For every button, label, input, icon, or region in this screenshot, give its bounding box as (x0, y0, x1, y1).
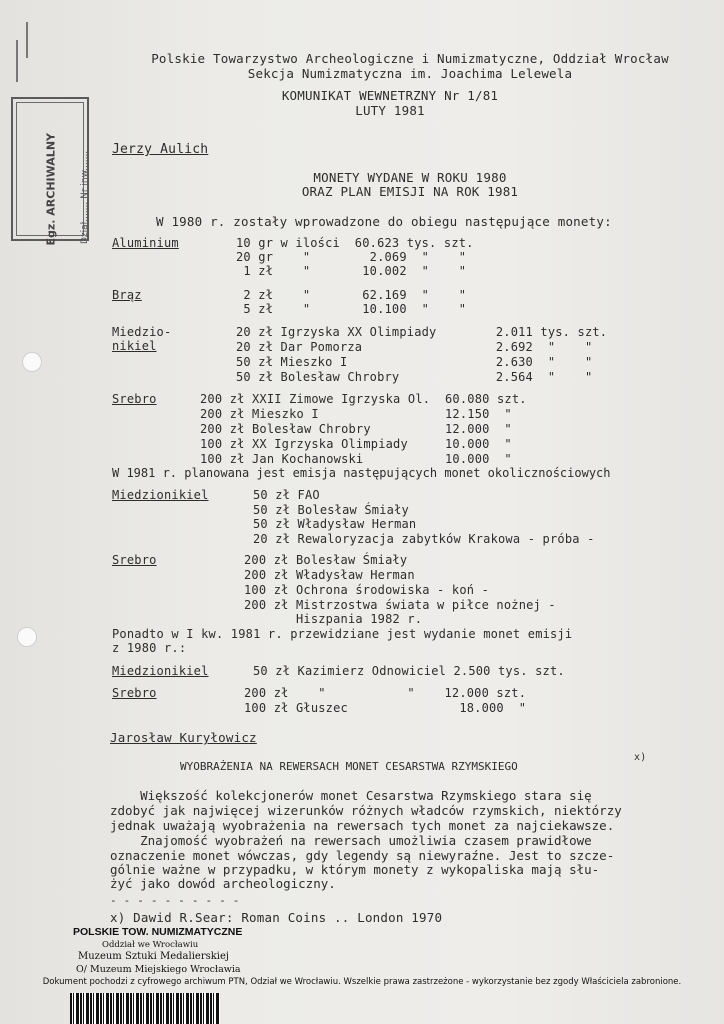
article2-paragraph-line: zdobyć jak najwięcej wizerunków różnych władców rzymskich, niektórzy (110, 803, 622, 818)
miedzionikiel-row: 20 zł Dar Pomorza 2.692 " " (236, 340, 593, 354)
staple-mark (16, 40, 18, 82)
footnote-text: x) Dawid R.Sear: Roman Coins .. London 1970 (110, 910, 443, 925)
plan-miedzionikiel-row: 50 zł FAO (253, 488, 320, 502)
srebro-row: 200 zł Bolesław Chrobry 12.000 " (200, 422, 512, 436)
author-kurylowicz: Jarosław Kuryłowicz (110, 730, 257, 745)
label-plan-miedzionikiel: Miedzionikiel (112, 488, 209, 502)
article2-paragraph-line: Znajomość wyobrażeń na rewersach umożliwia czasem prawidłowe (110, 833, 592, 848)
staple-mark (26, 22, 28, 58)
punch-hole-top (22, 352, 42, 372)
article2-paragraph-line: Większość kolekcjonerów monet Cesarstwa Rzymskiego stara się (110, 788, 592, 803)
plan-1981-intro: W 1981 r. planowana jest emisja następujących monet okolicznościowych (112, 466, 611, 480)
footnote-rule: - - - - - - - - - - (110, 894, 240, 907)
plan-miedzionikiel-row: 50 zł Władysław Herman (253, 517, 417, 531)
stamp-main-text: Egz. ARCHIWALNY (44, 133, 58, 246)
extra-srebro-row: 100 zł Głuszec 18.000 " (244, 701, 527, 715)
article2-paragraph-line: jednak uważają wyobrażenia na rewersach tych monet za najciekawsze. (110, 818, 615, 833)
plan-srebro-row: 200 zł Bolesław Śmiały (244, 553, 408, 567)
srebro-row: 200 zł XXII Zimowe Igrzyska Ol. 60.080 szt. (200, 392, 527, 406)
article2-title: WYOBRAŻENIA NA REWERSACH MONET CESARSTWA RZYMSKIEGO (180, 760, 518, 773)
aluminium-row: 10 gr w ilości 60.623 tys. szt. (236, 236, 474, 250)
aluminium-row: 1 zł " 10.002 " " (236, 264, 467, 278)
plan-miedzionikiel-row: 20 zł Rewaloryzacja zabytków Krakowa - próba - (253, 532, 595, 546)
header-bulletin: KOMUNIKAT WEWNETRZNY Nr 1/81 (281, 88, 499, 103)
braz-row: 5 zł " 10.100 " " (236, 302, 467, 316)
article2-paragraph-line: żyć jako dowód archeologiczny. (110, 876, 336, 891)
plan-miedzionikiel-row: 50 zł Bolesław Śmiały (253, 503, 409, 517)
archive-footer-note: Dokument pochodzi z cyfrowego archiwum PTN, Odział we Wrocławiu. Wszelkie prawa zastrzeżone - wykorzystanie bez zgody Właściciela zabronione. (42, 977, 682, 987)
extra-issue-line1: Ponadto w I kw. 1981 r. przewidziane jest wydanie monet emisji (112, 627, 573, 641)
article1-title-line1: MONETY WYDANE W ROKU 1980 (313, 170, 507, 185)
article1-intro: W 1980 r. zostały wprowadzone do obiegu następujące monety: (156, 214, 612, 229)
institution-line4: O/ Muzeum Miejskiego Wrocławia (76, 964, 241, 975)
plan-srebro-row: 200 zł Mistrzostwa świata w piłce nożnej - (244, 598, 556, 612)
article2-paragraph-line: gólnie ważne w przypadku, w którym monety z wykopaliska mają słu- (110, 862, 600, 877)
braz-row: 2 zł " 62.169 " " (236, 288, 467, 302)
article2-paragraph-line: oznaczenie monet wówczas, gdy legendy są niewyraźne. Jest to szcze- (110, 848, 615, 863)
srebro-row: 200 zł Mieszko I 12.150 " (200, 407, 512, 421)
header-date: LUTY 1981 (355, 103, 425, 118)
label-miedzionikiel-1: Miedzio- (112, 325, 172, 339)
institution-line3: Muzeum Sztuki Medalierskiej (78, 951, 230, 962)
article1-title-line2: ORAZ PLAN EMISJI NA ROK 1981 (301, 184, 519, 199)
label-braz: Brąz (112, 288, 142, 302)
institution-line1: POLSKIE TOW. NUMIZMATYCZNE (73, 926, 243, 938)
plan-srebro-row: 100 zł Ochrona środowiska - koń - (244, 583, 490, 597)
label-extra-miedzionikiel: Miedzionikiel (112, 664, 209, 678)
srebro-row: 100 zł Jan Kochanowski 10.000 " (200, 452, 512, 466)
miedzionikiel-row: 20 zł Igrzyska XX Olimpiady 2.011 tys. szt. (236, 325, 608, 339)
extra-issue-line2: z 1980 r.: (112, 641, 187, 655)
author-aulich: Jerzy Aulich (112, 142, 209, 157)
label-extra-srebro: Srebro (112, 686, 157, 700)
srebro-row: 100 zł XX Igrzyska Olimpiady 10.000 " (200, 437, 512, 451)
stamp-sub-text: Dział....... Nr inw....... (80, 150, 90, 244)
punch-hole-bottom (17, 627, 37, 647)
institution-line2: Oddział we Wrocławiu (102, 940, 199, 950)
label-aluminium: Aluminium (112, 236, 179, 250)
plan-srebro-row: Hiszpania 1982 r. (244, 612, 423, 626)
label-miedzionikiel-2: nikiel (112, 339, 157, 353)
archival-stamp (11, 97, 90, 246)
aluminium-row: 20 gr " 2.069 " " (236, 250, 467, 264)
article2-footnote-mark: x) (634, 752, 647, 763)
label-plan-srebro: Srebro (112, 553, 157, 567)
extra-srebro-row: 200 zł " " 12.000 szt. (244, 686, 527, 700)
label-srebro: Srebro (112, 392, 157, 406)
header-section: Sekcja Numizmatyczna im. Joachima Lelewela (247, 66, 573, 81)
extra-miedzionikiel-row: 50 zł Kazimierz Odnowiciel 2.500 tys. szt. (253, 664, 565, 678)
miedzionikiel-row: 50 zł Mieszko I 2.630 " " (236, 355, 593, 369)
plan-srebro-row: 200 zł Władysław Herman (244, 568, 415, 582)
miedzionikiel-row: 50 zł Bolesław Chrobry 2.564 " " (236, 370, 593, 384)
archive-barcode (70, 993, 220, 1024)
header-org: Polskie Towarzystwo Archeologiczne i Numizmatyczne, Oddział Wrocław (151, 51, 669, 66)
